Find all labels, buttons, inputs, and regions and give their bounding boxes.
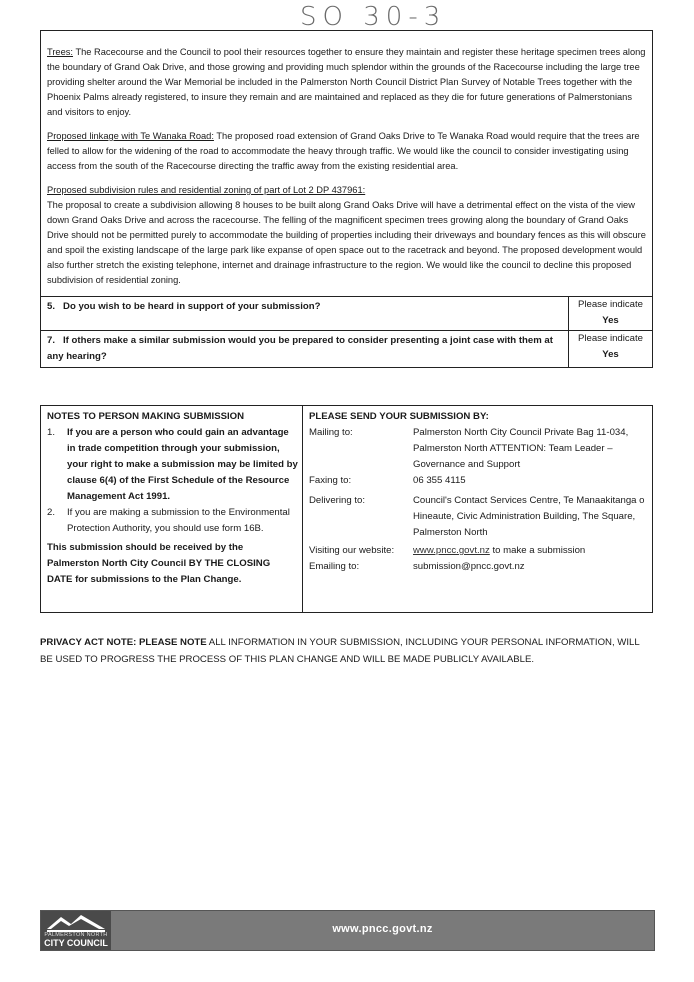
faxing-row: [309, 473, 648, 489]
footer-url[interactable]: www.pncc.govt.nz: [332, 923, 433, 935]
answer-5[interactable]: [569, 297, 652, 330]
subdivision-paragraph: [47, 183, 646, 288]
footer-bar: [40, 910, 655, 951]
note-number: 2.: [47, 507, 56, 518]
mailing-label: Mailing to:: [309, 427, 353, 438]
logo-line1: PALMERSTON NORTH: [44, 932, 108, 938]
mailing-value: Palmerston North City Council Private Bag 11-034, Palmerston North ATTENTION: Team Leader – Governance and Support: [413, 427, 629, 470]
answer-prompt: Please indicate: [577, 333, 644, 344]
email-label: Emailing to:: [309, 561, 360, 572]
question-5: [41, 297, 569, 330]
email-value[interactable]: submission@pncc.govt.nz: [413, 561, 525, 572]
note-item-2: [47, 505, 298, 537]
question-row-5: [41, 297, 652, 331]
linkage-heading: Proposed linkage with Te Wanaka Road:: [47, 131, 214, 141]
closing-note: This submission should be received by the Palmerston North City Council BY THE CLOSING DATE for submissions to the Plan Change.: [47, 542, 271, 585]
send-section: [303, 406, 652, 612]
email-row: [309, 559, 648, 575]
delivering-row: [309, 493, 648, 541]
answer-prompt: Please indicate: [577, 299, 644, 310]
note-text: If you are a person who could gain an advantage in trade competition through your submission, your right to make a submission may be limited by clause 6(4) of the First Schedule of the Resource Management Act 1991.: [67, 427, 298, 502]
delivering-value: Council's Contact Services Centre, Te Manaakitanga o Hineaute, Civic Administration Building, The Square, Palmerston North: [413, 495, 645, 538]
handwritten-reference: SO 30-3: [300, 2, 447, 32]
website-suffix: to make a submission: [489, 545, 586, 556]
privacy-note: [40, 634, 654, 668]
website-link[interactable]: www.pncc.govt.nz: [413, 545, 490, 556]
note-number: 1.: [47, 427, 56, 438]
faxing-label: Faxing to:: [309, 475, 352, 486]
linkage-text: The proposed road extension of Grand Oaks Drive to Te Wanaka Road would require that the trees are felled to allow for the widening of the road to accommodate the heavy through traffic. We would like the council to consider investigating using access from the south of the Racecourse directing the traffic away from the existing residential area.: [47, 131, 640, 171]
send-heading: PLEASE SEND YOUR SUBMISSION BY:: [309, 411, 489, 422]
answer-7[interactable]: [569, 331, 652, 367]
delivering-label: Delivering to:: [309, 495, 365, 506]
answer-value: Yes: [602, 349, 619, 360]
subdivision-text: The proposal to create a subdivision allowing 8 houses to be built along Grand Oaks Drive will have a detrimental effect on the vista of the view down Grand Oaks Drive and across the racecourse. The felling of the magnificent specimen trees growing along the boundary of Grand Oaks Drive should not be permitted purely to accommodate the building of properties including their driveways and boundary fences as this will obscure and spoil the existing landscape of the large park like expanse of open space out to the racetrack and beyond. The proposed development would also further stretch the existing telephone, internet and drainage infrastructure to the region. We would like the council to decline this proposed subdivision of residential zoning.: [47, 200, 646, 285]
faxing-value: 06 355 4115: [413, 475, 466, 486]
question-row-7: [41, 331, 652, 367]
question-7: [41, 331, 569, 367]
answer-value: Yes: [602, 315, 619, 326]
question-number: 7.: [47, 335, 56, 346]
website-value: [413, 543, 648, 559]
note-item-1: [47, 425, 298, 505]
submission-box: [40, 30, 653, 368]
question-number: 5.: [47, 301, 56, 312]
notes-section: [41, 406, 303, 612]
linkage-paragraph: [47, 129, 646, 174]
notes-heading: NOTES TO PERSON MAKING SUBMISSION: [47, 411, 245, 422]
trees-heading: Trees:: [47, 47, 74, 57]
mailing-row: [309, 425, 648, 473]
note-text: If you are making a submission to the Environmental Protection Authority, you should use form 16B.: [67, 507, 290, 534]
submission-text: [41, 31, 652, 297]
subdivision-heading: Proposed subdivision rules and residential zoning of part of Lot 2 DP 437961:: [47, 185, 366, 195]
logo-line2: CITY COUNCIL: [44, 938, 108, 948]
privacy-text: ALL INFORMATION IN YOUR SUBMISSION, INCLUDING YOUR PERSONAL INFORMATION, WILL BE USED TO PROGRESS THE PROCESS OF THIS PLAN CHANGE AND WILL BE MADE PUBLICLY AVAILABLE.: [40, 637, 640, 665]
trees-text: The Racecourse and the Council to pool their resources together to ensure they maintain and register these heritage specimen trees along the boundary of Grand Oak Drive, and those growing and providing much splendor within the grounds of the Racecourse including the large tree providing shelter around the War Memorial be included in the Palmerston North Council District Plan Survey of Notable Trees together with the Phoenix Palms already registered, to insure they remain and are maintained and replaced as they die for future generations of Palmerstonians and visitors to enjoy.: [47, 47, 646, 117]
notes-box: [40, 405, 653, 613]
trees-paragraph: [47, 45, 646, 120]
website-row: [309, 543, 648, 559]
website-label: Visiting our website:: [309, 545, 395, 556]
question-text: If others make a similar submission would you be prepared to consider presenting a joint case with them at any hearing?: [47, 335, 553, 362]
privacy-heading: PRIVACY ACT NOTE: PLEASE NOTE: [40, 637, 207, 648]
question-text: Do you wish to be heard in support of your submission?: [63, 301, 321, 312]
